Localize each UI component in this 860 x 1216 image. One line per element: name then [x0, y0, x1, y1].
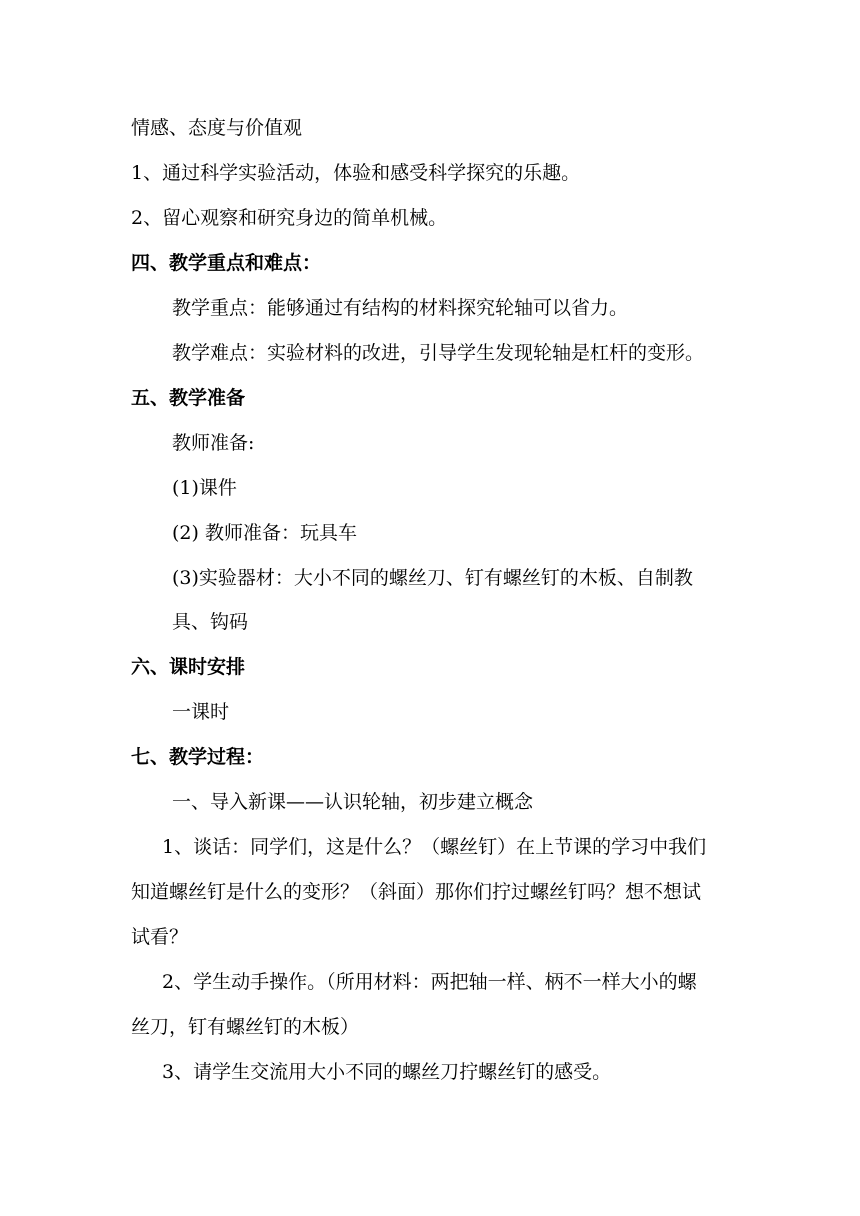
paragraph-schedule: 一课时 [172, 701, 230, 723]
list-item-continuation: 具、钩码 [172, 611, 249, 633]
section-heading-schedule: 六、课时安排 [131, 656, 246, 678]
list-item: (1)课件 [172, 477, 237, 499]
section-heading-preparation: 五、教学准备 [131, 387, 246, 409]
paragraph-step-1-cont: 试看？ [131, 926, 189, 948]
paragraph-step-2: 2、学生动手操作。（所用材料：两把轴一样、柄不一样大小的螺 [162, 971, 697, 993]
list-item: (3)实验器材：大小不同的螺丝刀、钉有螺丝钉的木板、自制教 [172, 567, 693, 589]
list-item: (2) 教师准备：玩具车 [172, 522, 357, 544]
list-item: 1、通过科学实验活动，体验和感受科学探究的乐趣。 [131, 162, 581, 184]
paragraph-teacher-prep: 教师准备: [172, 432, 255, 454]
paragraph-step-1-cont: 知道螺丝钉是什么的变形？（斜面）那你们拧过螺丝钉吗？想不想试 [131, 881, 702, 903]
paragraph-step-1: 1、谈话：同学们，这是什么？（螺丝钉）在上节课的学习中我们 [162, 836, 707, 858]
section-heading-process: 七、教学过程： [131, 746, 265, 768]
section-subtitle-attitude: 情感、态度与价值观 [131, 117, 303, 139]
paragraph-key-point: 教学重点：能够通过有结构的材料探究轮轴可以省力。 [172, 297, 629, 319]
list-item: 2、留心观察和研究身边的简单机械。 [131, 207, 448, 229]
paragraph-step-3: 3、请学生交流用大小不同的螺丝刀拧螺丝钉的感受。 [162, 1061, 612, 1083]
paragraph-difficult-point: 教学难点：实验材料的改进，引导学生发现轮轴是杠杆的变形。 [172, 342, 705, 364]
paragraph-step-2-cont: 丝刀，钉有螺丝钉的木板） [131, 1016, 360, 1038]
section-heading-key-points: 四、教学重点和难点： [131, 252, 322, 274]
subsection-title-intro: 一、导入新课——认识轮轴，初步建立概念 [172, 791, 534, 813]
